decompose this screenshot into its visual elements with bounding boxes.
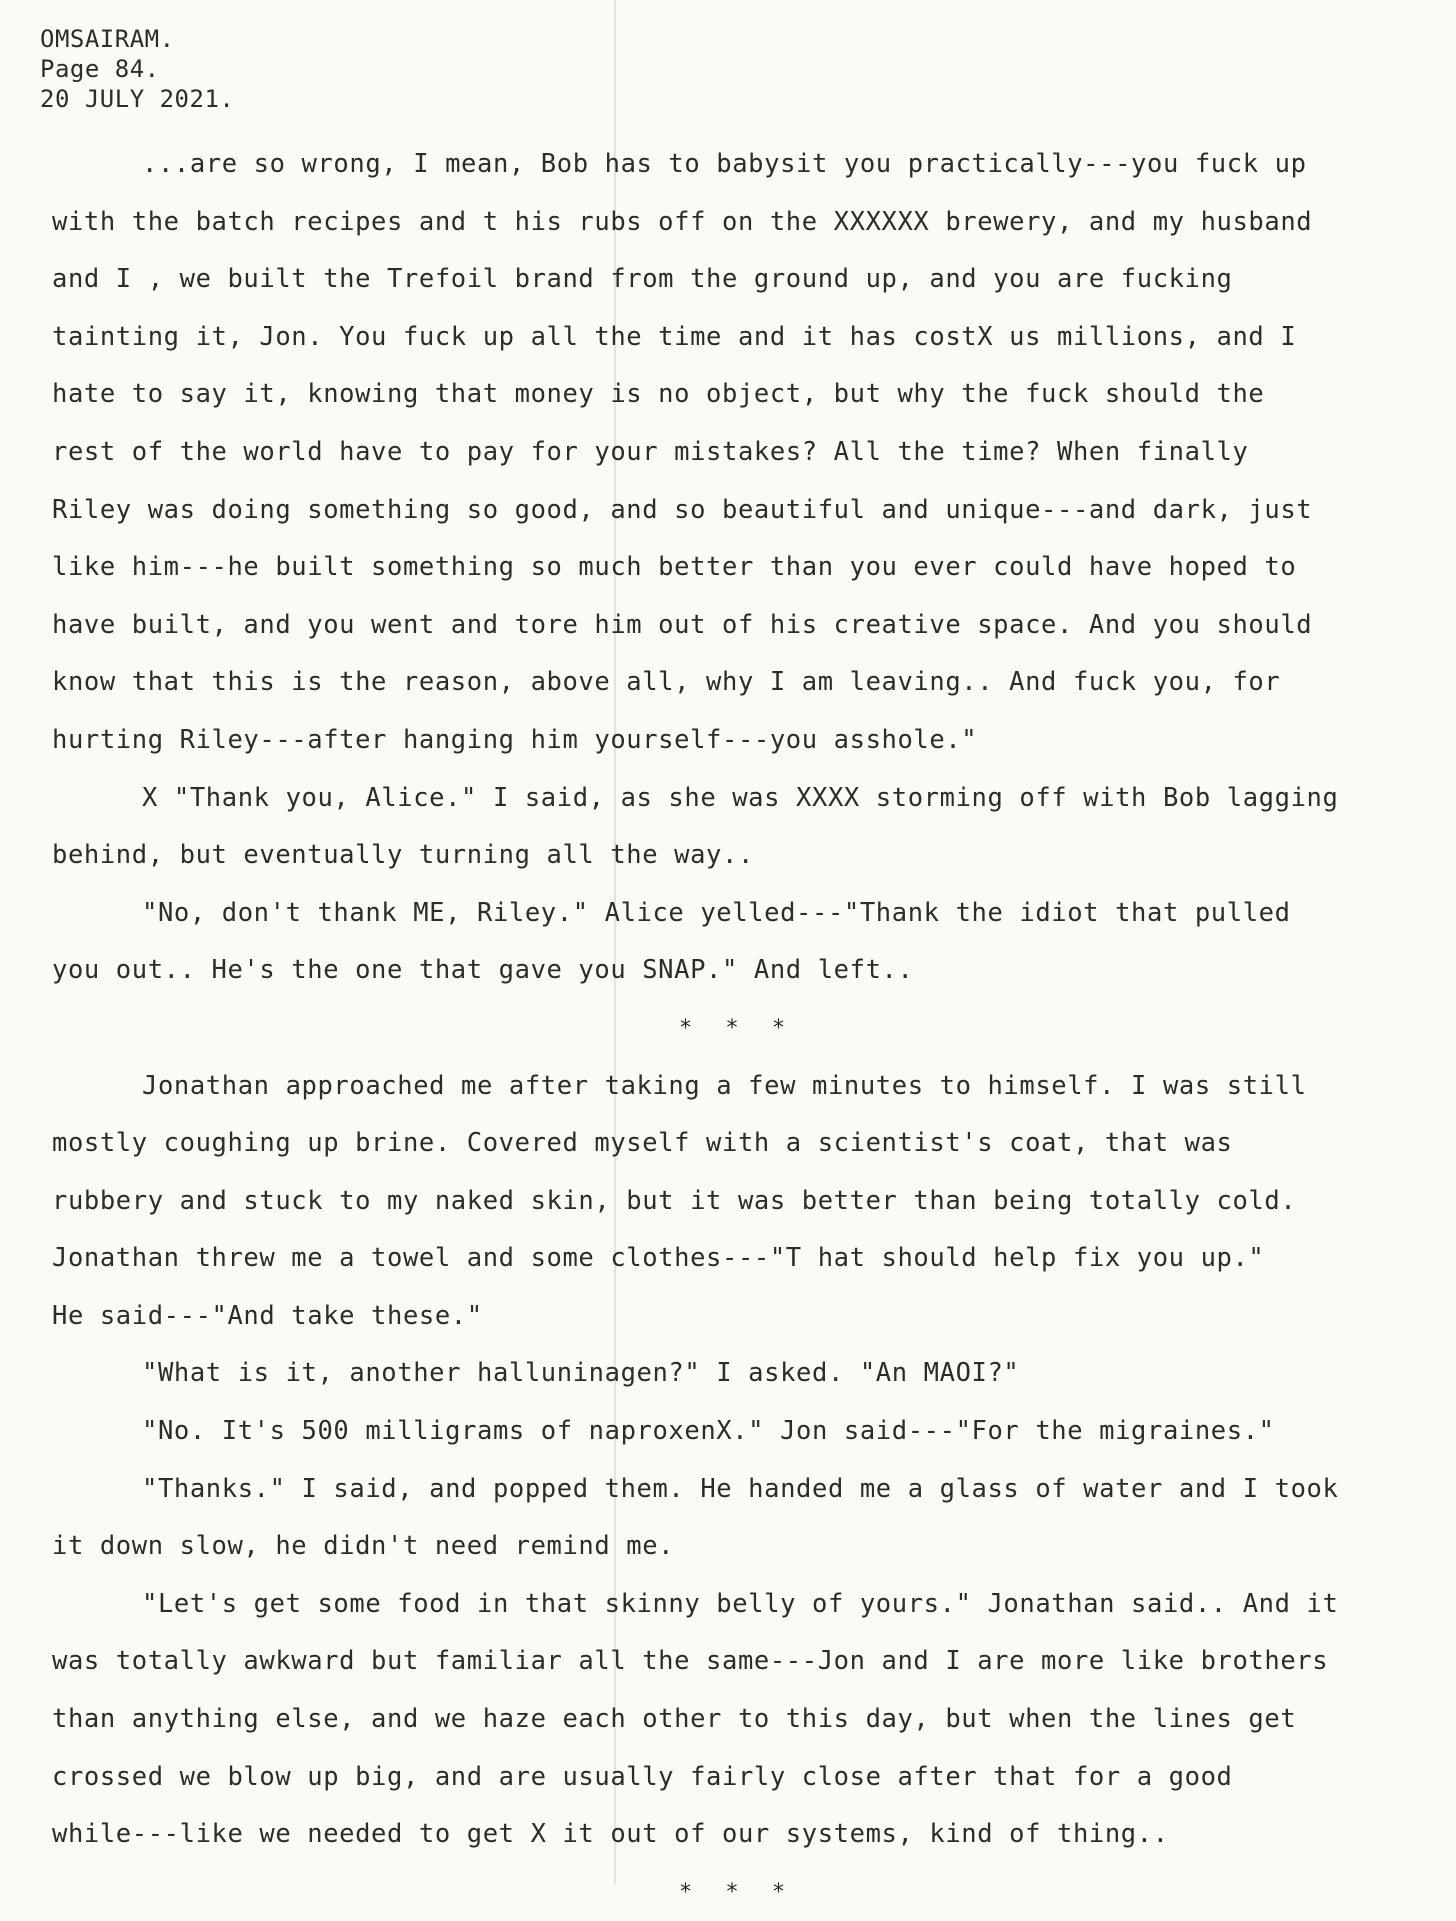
manuscript-body	[52, 136, 1422, 1921]
text-line: you out.. He's the one that gave you SNAP." And left..	[52, 955, 914, 986]
text-line: "No, don't thank ME, Riley." Alice yelled---"Thank the idiot that pulled	[142, 897, 1291, 928]
text-line: hate to say it, knowing that money is no object, but why the fuck should the	[52, 379, 1265, 410]
text-line: like him---he built something so much better than you ever could have hoped to	[52, 552, 1297, 583]
text-line: was totally awkward but familiar all the same---Jon and I are more like brothers	[52, 1646, 1329, 1677]
text-line: tainting it, Jon. You fuck up all the time and it has costX us millions, and I	[52, 321, 1297, 352]
text-line: than anything else, and we haze each other to this day, but when the lines get	[52, 1704, 1297, 1735]
header-title: OMSAIRAM.	[40, 25, 175, 53]
text-line: rubbery and stuck to my naked skin, but it was better than being totally cold.	[52, 1185, 1297, 1216]
text-line: with the batch recipes and t his rubs off on the XXXXXX brewery, and my husband	[52, 206, 1313, 237]
text-line: while---like we needed to get X it out of our systems, kind of thing..	[52, 1819, 1169, 1850]
text-line: "No. It's 500 milligrams of naproxenX." Jon said---"For the migraines."	[142, 1416, 1275, 1447]
text-line: ...are so wrong, I mean, Bob has to babysit you practically---you fuck up	[142, 149, 1307, 179]
text-line: crossed we blow up big, and are usually fairly close after that for a good	[52, 1761, 1233, 1792]
text-line: mostly coughing up brine. Covered myself with a scientist's coat, that was	[52, 1128, 1233, 1159]
text-line: He said---"And take these."	[52, 1300, 483, 1331]
text-line: rest of the world have to pay for your mistakes? All the time? When finally	[52, 436, 1249, 467]
text-line: "Thanks." I said, and popped them. He handed me a glass of water and I took	[142, 1473, 1339, 1504]
page-header	[40, 24, 234, 114]
text-line: Jonathan threw me a towel and some clothes---"T hat should help fix you up."	[52, 1243, 1265, 1274]
text-line: it down slow, he didn't need remind me.	[52, 1531, 675, 1562]
text-line: Riley was doing something so good, and so beautiful and unique---and dark, just	[52, 494, 1313, 525]
text-line: have built, and you went and tore him out of his creative space. And you should	[52, 609, 1313, 640]
section-separator: * * *	[678, 1879, 796, 1905]
section-separator: * * *	[678, 1015, 796, 1041]
text-line: X "Thank you, Alice." I said, as she was XXXX storming off with Bob lagging	[142, 782, 1339, 813]
text-line: behind, but eventually turning all the way..	[52, 840, 754, 871]
text-line: "Let's get some food in that skinny belly of yours." Jonathan said.. And it	[142, 1588, 1339, 1619]
text-line: Jonathan approached me after taking a few minutes to himself. I was still	[142, 1070, 1307, 1101]
text-line: and I , we built the Trefoil brand from the ground up, and you are fucking	[52, 264, 1233, 295]
text-line: "What is it, another halluninagen?" I asked. "An MAOI?"	[142, 1358, 1020, 1389]
header-page-number: Page 84.	[40, 55, 160, 83]
text-line: hurting Riley---after hanging him yourself---you asshole."	[52, 724, 978, 755]
header-date: 20 JULY 2021.	[40, 85, 235, 113]
text-line: know that this is the reason, above all, why I am leaving.. And fuck you, for	[52, 667, 1281, 698]
